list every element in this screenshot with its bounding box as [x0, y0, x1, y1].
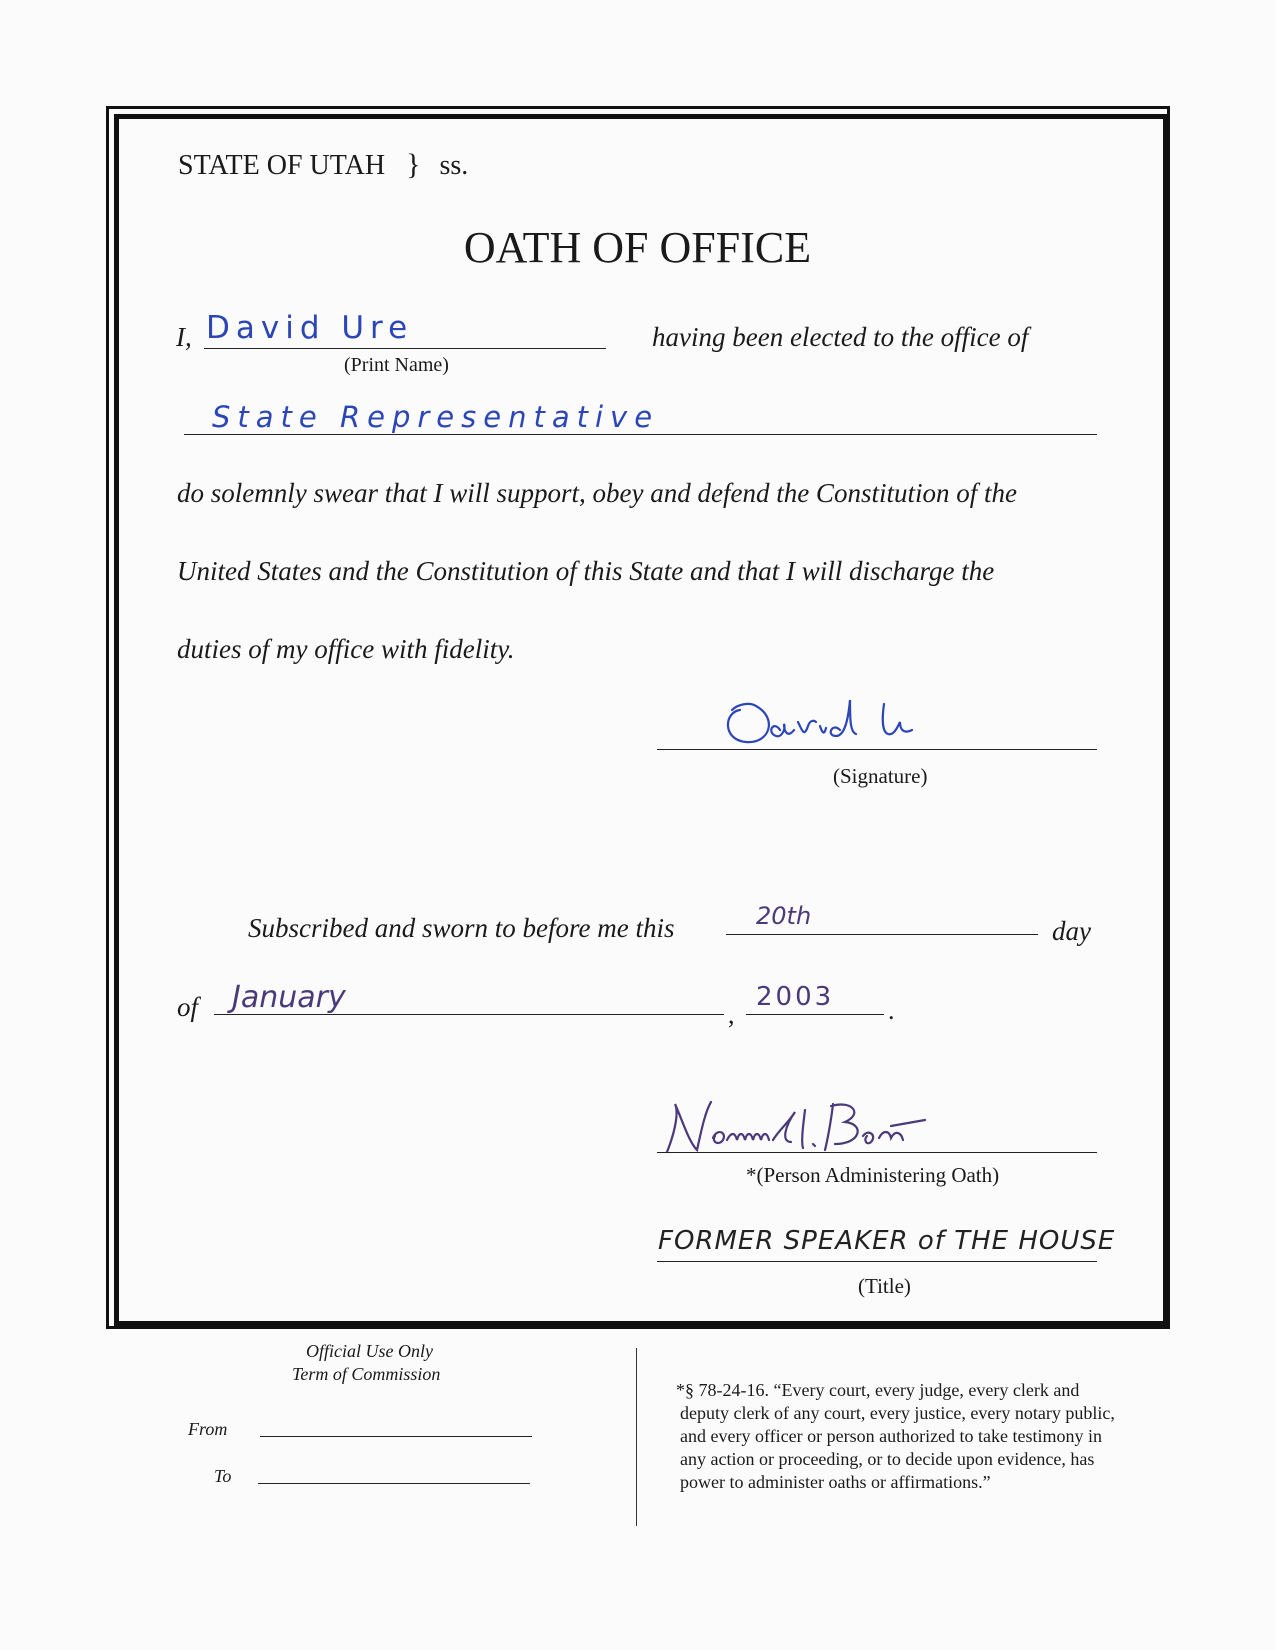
administrator-line: [657, 1152, 1097, 1153]
term-of-commission-label: Term of Commission: [292, 1364, 441, 1384]
title-line: [657, 1261, 1097, 1262]
statute-line-2: deputy clerk of any court, every justice, every notary public,: [680, 1403, 1115, 1423]
day-value: 20th: [756, 902, 812, 930]
comma: ,: [728, 1000, 735, 1029]
office-value: State Representative: [212, 400, 660, 434]
administrator-label: *(Person Administering Oath): [746, 1163, 1000, 1187]
i-label: I,: [176, 322, 192, 352]
month-value: January: [232, 980, 346, 1015]
oath-line-3: duties of my office with fidelity.: [177, 634, 515, 664]
from-label: From: [188, 1419, 228, 1439]
oath-taker-signature: [722, 692, 982, 752]
print-name-label: (Print Name): [344, 354, 449, 376]
print-name-line: [204, 348, 606, 349]
year-value: 2003: [756, 982, 835, 1012]
statute-line-4: any action or proceeding, or to decide upon evidence, has: [680, 1449, 1095, 1469]
month-line: [214, 1014, 724, 1015]
to-label: To: [214, 1466, 232, 1486]
inner-border: [114, 114, 1168, 1326]
elected-text: having been elected to the office of: [652, 322, 1029, 352]
from-line: [260, 1436, 532, 1437]
brace: }: [406, 148, 421, 181]
administrator-title: FORMER SPEAKER of THE HOUSE: [658, 1226, 1116, 1256]
to-line: [258, 1483, 530, 1484]
signature-line: [657, 749, 1097, 750]
statute-line-5: power to administer oaths or affirmations.”: [680, 1472, 991, 1492]
printed-name: David Ure: [206, 310, 414, 346]
state-heading: [178, 148, 468, 182]
signature-label: (Signature): [833, 764, 928, 788]
of-label: of: [177, 992, 199, 1022]
day-label: day: [1052, 916, 1091, 946]
statute-line-3: and every officer or person authorized to take testimony in: [680, 1426, 1103, 1446]
subscribed-text: Subscribed and sworn to before me this: [248, 913, 675, 943]
oath-line-2: United States and the Constitution of this State and that I will discharge the: [177, 556, 995, 586]
footer-divider: [636, 1348, 637, 1526]
office-line: [184, 434, 1097, 435]
state-name: STATE OF UTAH: [178, 150, 386, 181]
official-use-heading: Official Use Only: [306, 1341, 433, 1361]
title-label: (Title): [858, 1274, 911, 1298]
year-line: [746, 1014, 884, 1015]
period: .: [888, 996, 895, 1025]
page-title: OATH OF OFFICE: [463, 223, 812, 272]
day-line: [726, 934, 1038, 935]
oath-line-1: do solemnly swear that I will support, obey and defend the Constitution of the: [177, 478, 1017, 508]
statute-line-1: *§ 78-24-16. “Every court, every judge, every clerk and: [676, 1380, 1080, 1400]
ss-label: ss.: [439, 150, 469, 181]
